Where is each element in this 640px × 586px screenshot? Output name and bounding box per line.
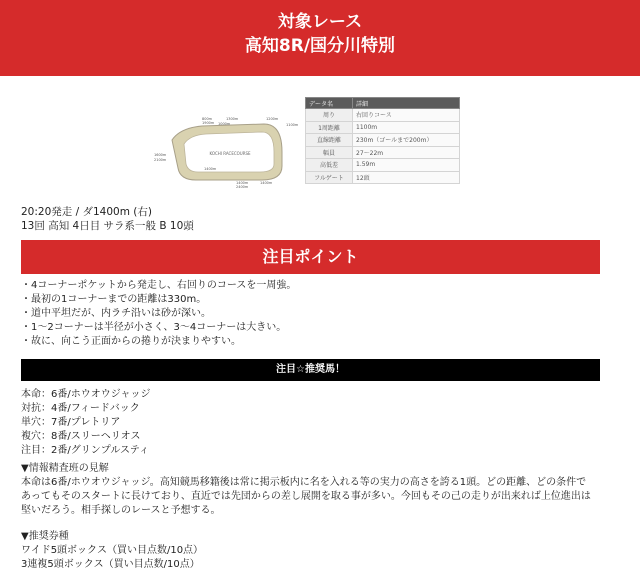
spec-header: データ名 <box>306 98 353 109</box>
spec-value: 12頭 <box>353 171 460 184</box>
course-distance-label: 1200m <box>266 117 279 121</box>
point-item: ・最初の1コーナーまでの距離は330m。 <box>21 294 207 305</box>
points-heading: 注目ポイント <box>21 240 600 274</box>
course-distance-label: 1100m <box>286 123 299 127</box>
pick-item: 本命：6番/ホウオウジャッジ <box>21 389 151 400</box>
spec-value: 1100m <box>353 121 460 134</box>
view-text-line: あってもそのスタートに長けており、直近では先団からの差し展開を取る事が多い。今回もその己の走りが出来れば上位進出は <box>21 491 591 502</box>
course-distance-label: 1900m <box>202 121 215 125</box>
pick-item: 注目：2番/グリンプルスティ <box>21 445 150 456</box>
spec-row <box>306 171 460 184</box>
spec-key: 周り <box>306 109 353 122</box>
course-name: KOCHI RACECOURSE <box>209 151 251 156</box>
course-distance-label: 1300m <box>226 117 239 121</box>
spec-key: 1周距離 <box>306 121 353 134</box>
spec-row <box>306 159 460 172</box>
spec-value: 右回りコース <box>353 109 460 122</box>
spec-row <box>306 109 460 122</box>
course-distance-label: 800m <box>202 117 213 121</box>
spec-value: 230m（ゴールまで200m） <box>353 134 460 147</box>
view-text-line: 堅いだろう。相手探しのレースと予想する。 <box>21 505 221 516</box>
view-text-line: 本命は6番/ホウオウジャッジ。高知競馬移籍後は常に掲示板内に名を入れる等の実力の高さを誇る1頭。どの距離、どの条件で <box>21 477 587 488</box>
ticket-item: ワイド5頭ボックス（買い目点数/10点） <box>21 545 204 556</box>
spec-key: 直線距離 <box>306 134 353 147</box>
banner-race-name: 高知8R/国分川特別 <box>244 36 396 56</box>
pick-item: 対抗：4番/フィードバック <box>21 403 140 414</box>
points-list <box>21 279 296 349</box>
spec-row <box>306 146 460 159</box>
recommend-heading: 注目☆推奨馬！ <box>21 359 600 381</box>
spec-header-row <box>306 98 460 109</box>
ticket-item: 3連複5頭ボックス（買い目点数/10点） <box>21 559 200 570</box>
race-banner <box>0 0 640 76</box>
race-meeting-class: 13回 高知 4日目 サラ系一般 B 10頭 <box>21 220 194 232</box>
spec-value: 27〜22m <box>353 146 460 159</box>
course-distance-label: 2400m <box>236 185 249 189</box>
race-start-distance: 20:20発走 / ダ1400m (右) <box>21 206 152 218</box>
spec-key: 高低差 <box>306 159 353 172</box>
point-item: ・4コーナーポケットから発走し、右回りのコースを一周強。 <box>21 280 297 291</box>
recommended-tickets <box>21 530 606 572</box>
spec-row <box>306 134 460 147</box>
course-distance-label: 1400m <box>236 181 249 185</box>
banner-title: 対象レース <box>277 12 363 32</box>
tickets-heading: ▼推奨券種 <box>21 531 69 542</box>
course-distance-label: 1000m <box>218 122 231 126</box>
course-distance-label: 1400m <box>204 167 217 171</box>
point-item: ・道中平坦だが、内ラチ沿いは砂が深い。 <box>21 308 211 319</box>
spec-key: フルゲート <box>306 171 353 184</box>
race-info <box>21 205 194 233</box>
point-item: ・1〜2コーナーは半径が小さく、3〜4コーナーは大きい。 <box>21 322 287 333</box>
view-heading: ▼情報精査班の見解 <box>21 463 109 474</box>
course-distance-label: 1400m <box>260 181 273 185</box>
course-distance-label: 1600m <box>154 153 167 157</box>
recommended-horses <box>21 388 606 458</box>
pick-item: 単穴：7番/プレトリア <box>21 417 121 428</box>
spec-value: 1.59m <box>353 159 460 172</box>
point-item: ・故に、向こう正面からの捲りが決まりやすい。 <box>21 336 241 347</box>
course-distance-label: 2100m <box>154 158 167 162</box>
spec-row <box>306 121 460 134</box>
course-map <box>152 108 304 198</box>
course-spec-table <box>305 97 460 184</box>
analysis-view <box>21 462 606 518</box>
spec-key: 幅員 <box>306 146 353 159</box>
spec-header: 詳細 <box>353 98 460 109</box>
pick-item: 複穴：8番/スリーヘリオス <box>21 431 141 442</box>
